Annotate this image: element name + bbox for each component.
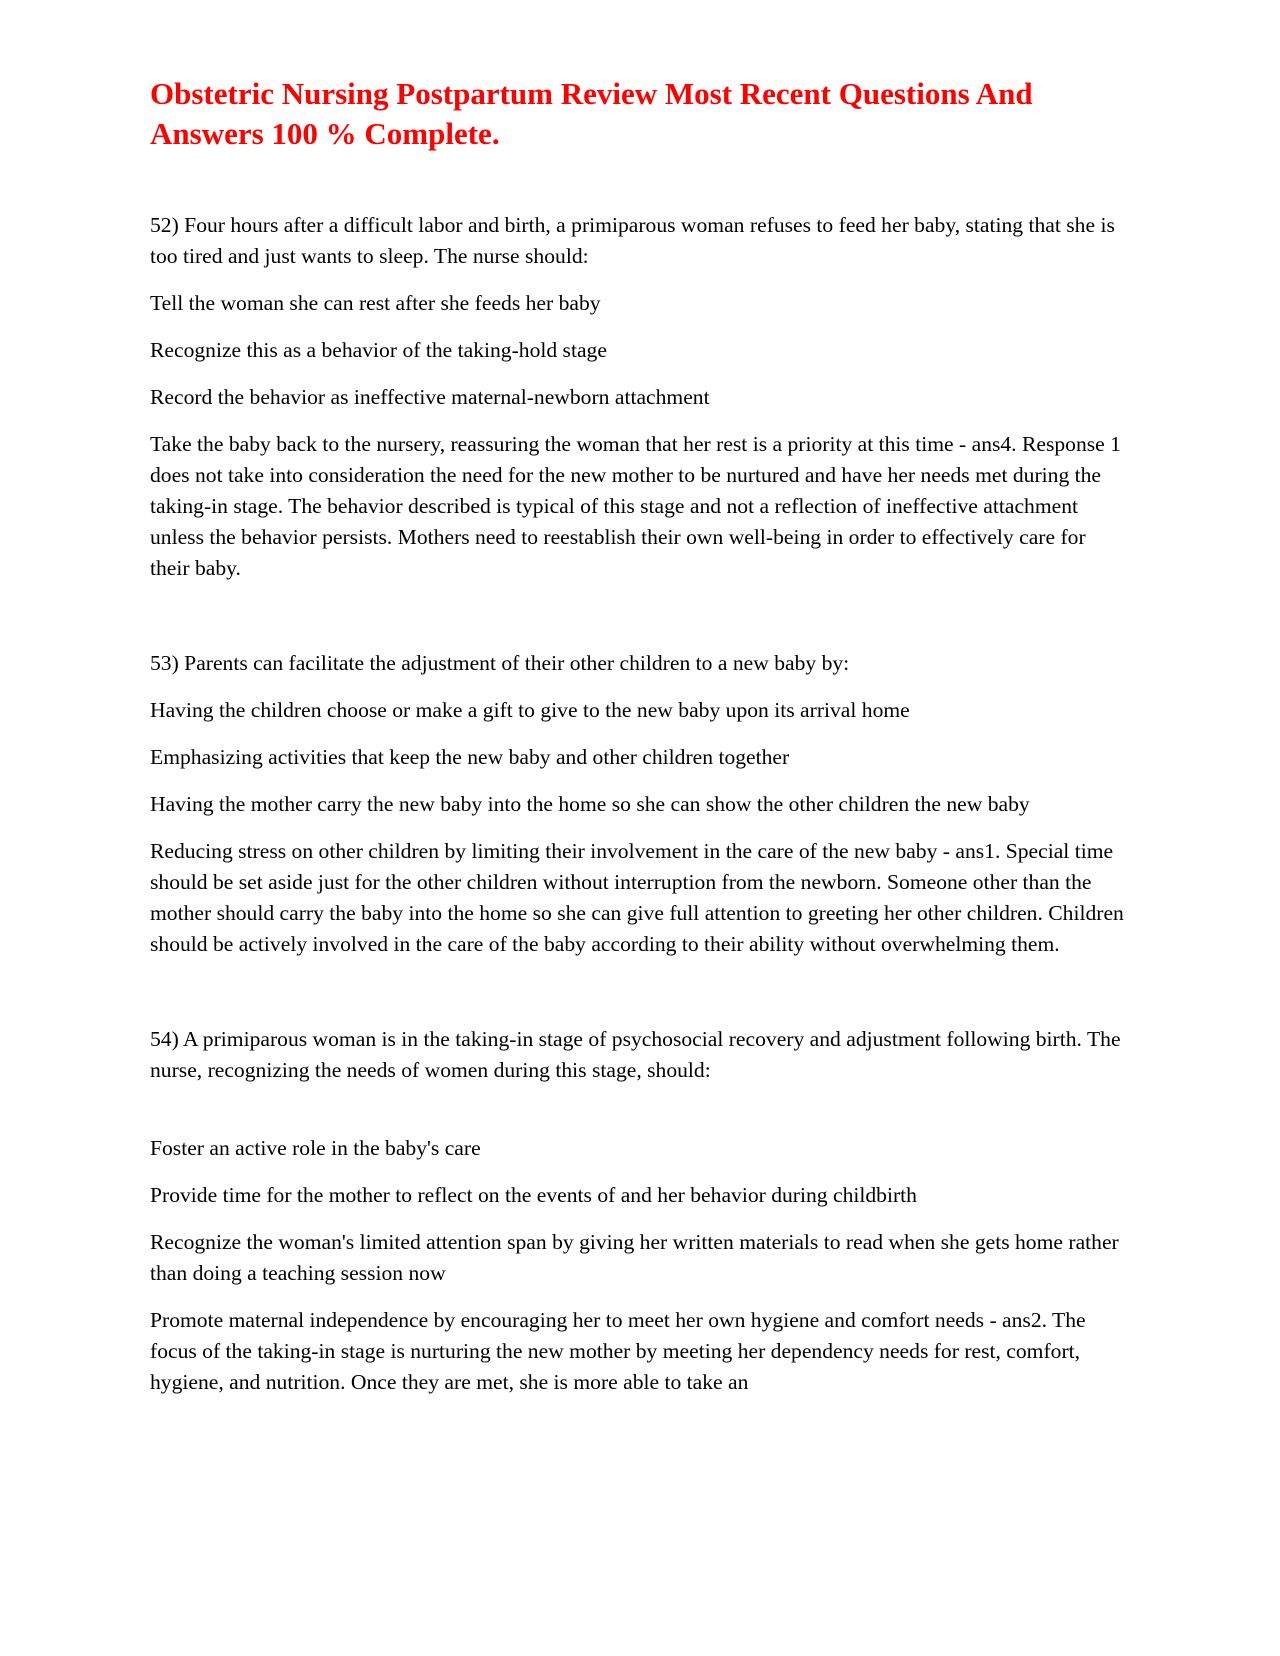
answer-option: Having the mother carry the new baby into the home so she can show the other children the new baby <box>150 792 1030 816</box>
question-52 <box>150 210 1130 584</box>
answer-option: Record the behavior as ineffective maternal-newborn attachment <box>150 385 710 409</box>
question-53 <box>150 648 1130 960</box>
question-stem: 53) Parents can facilitate the adjustment of their other children to a new baby by: <box>150 651 850 675</box>
document-page <box>150 74 1130 1414</box>
answer-option: Emphasizing activities that keep the new baby and other children together <box>150 745 790 769</box>
answer-option: Recognize the woman's limited attention span by giving her written materials to read when she gets home rather than doing a teaching session now <box>150 1230 1119 1285</box>
answer-option: Provide time for the mother to reflect on the events of and her behavior during childbirth <box>150 1183 917 1207</box>
answer-option-with-rationale: Reducing stress on other children by limiting their involvement in the care of the new baby - ans1. Special time should be set aside just for the other children without interruption from the newborn. Someone other than the mother should carry the baby into the home so she can give full attention to greeting her other children. Children should be actively involved in the care of the baby according to their ability without overwhelming them. <box>150 839 1124 956</box>
answer-option: Tell the woman she can rest after she feeds her baby <box>150 291 601 315</box>
answer-option-with-rationale: Promote maternal independence by encouraging her to meet her own hygiene and comfort needs - ans2. The focus of the taking-in stage is nurturing the new mother by meeting her dependency needs for rest, comfort, hygiene, and nutrition. Once they are met, she is more able to take an <box>150 1308 1086 1394</box>
question-stem: 52) Four hours after a difficult labor and birth, a primiparous woman refuses to feed her baby, stating that she is too tired and just wants to sleep. The nurse should: <box>150 213 1115 268</box>
answer-option: Having the children choose or make a gift to give to the new baby upon its arrival home <box>150 698 910 722</box>
question-stem: 54) A primiparous woman is in the taking-in stage of psychosocial recovery and adjustment following birth. The nurse, recognizing the needs of women during this stage, should: <box>150 1027 1121 1082</box>
document-title: Obstetric Nursing Postpartum Review Most Recent Questions And Answers 100 % Complete. <box>150 76 1033 151</box>
question-54 <box>150 1024 1130 1398</box>
answer-option-with-rationale: Take the baby back to the nursery, reassuring the woman that her rest is a priority at this time - ans4. Response 1 does not take into consideration the need for the new mother to be nurtured and have her needs met during the taking-in stage. The behavior described is typical of this stage and not a reflection of ineffective attachment unless the behavior persists. Mothers need to reestablish their own well-being in order to effectively care for their baby. <box>150 432 1121 580</box>
answer-option: Recognize this as a behavior of the taking-hold stage <box>150 338 607 362</box>
answer-option: Foster an active role in the baby's care <box>150 1136 481 1160</box>
